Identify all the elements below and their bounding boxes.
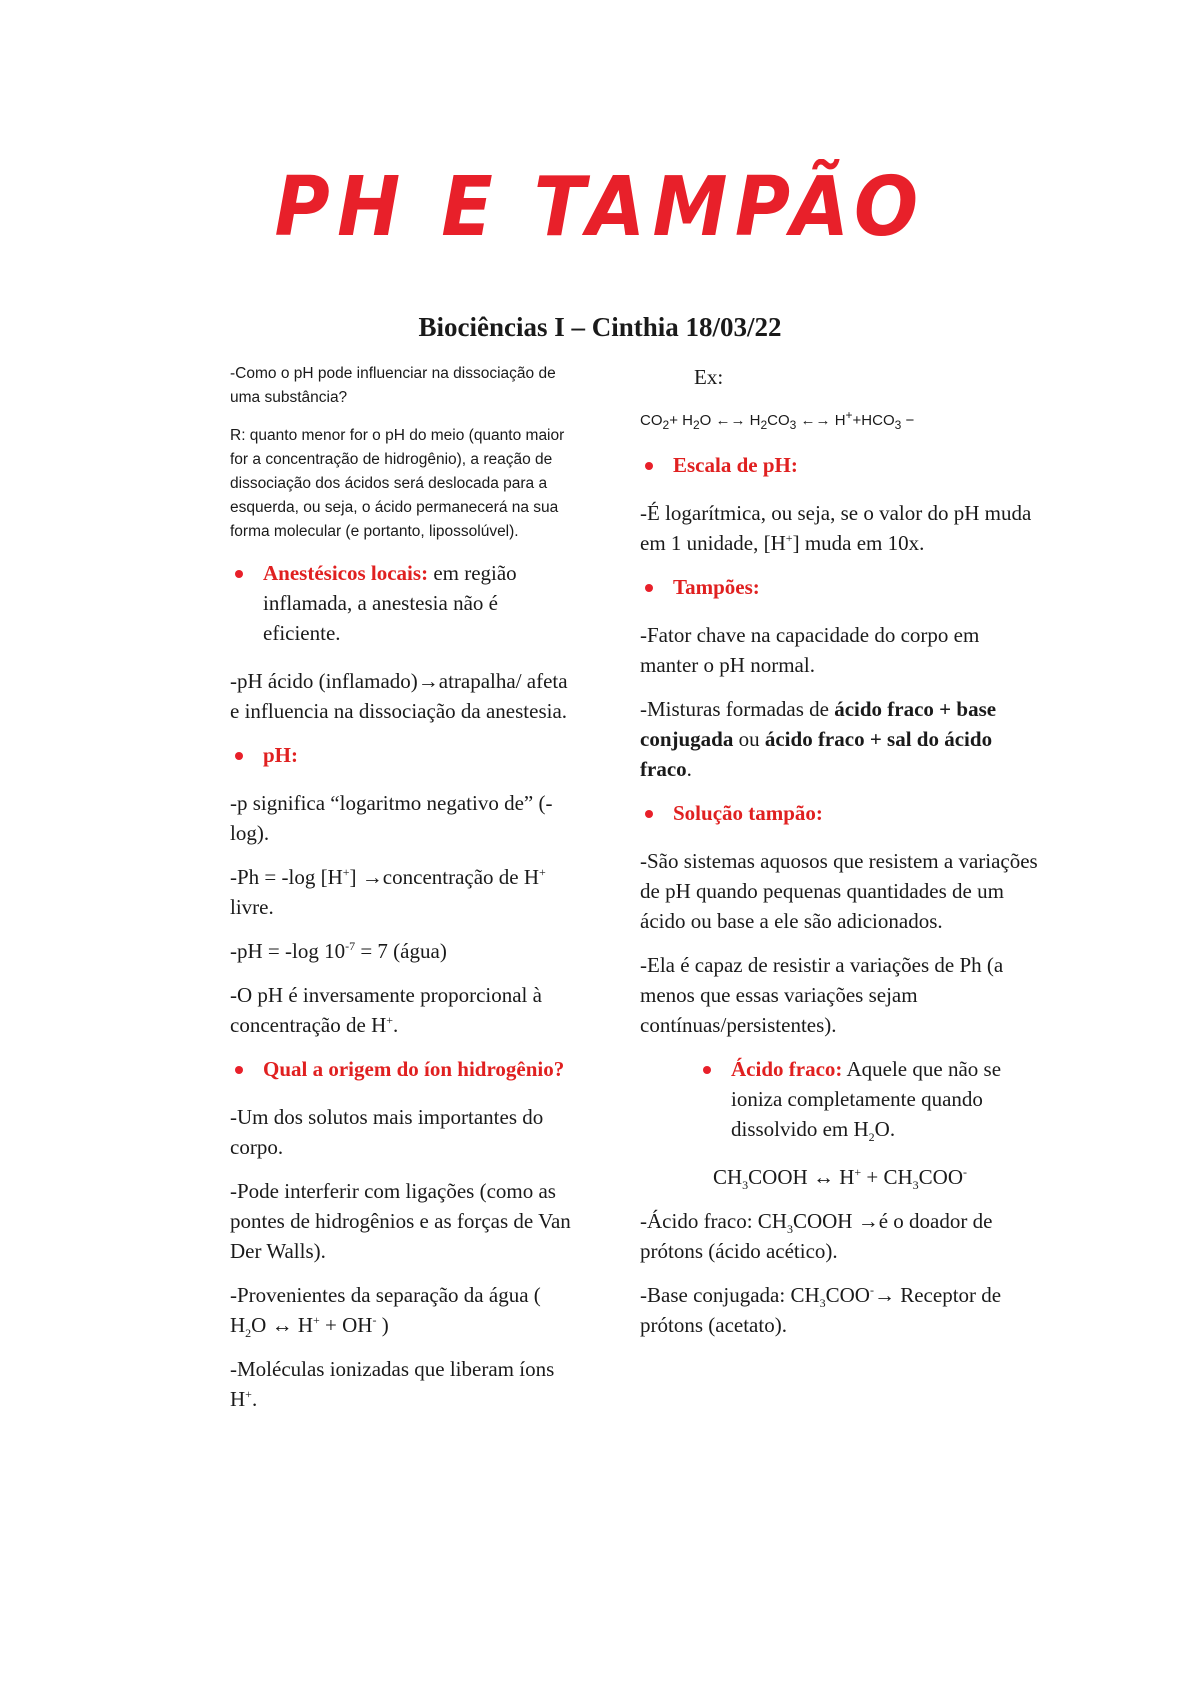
example-label: Ex: (694, 365, 724, 389)
text-fragment: ] (349, 865, 362, 889)
buffer-solution-text: -São sistemas aquosos que resistem a variações de pH quando pequenas quantidades de um ácido ou base a ele são adicionados. (640, 849, 1038, 933)
text-fragment: -Ácido fraco: CH (640, 1209, 787, 1233)
text-fragment: . (393, 1013, 399, 1037)
text-fragment: -O pH é inversamente proporcional à concentração de H (230, 983, 542, 1037)
text-fragment: ] muda em 10x. (792, 531, 925, 555)
superscript: - (869, 1283, 874, 1297)
superscript: - (372, 1313, 377, 1327)
text-fragment: -Moléculas ionizadas que liberam íons H (230, 1357, 555, 1411)
acetic-equation (640, 1162, 1040, 1192)
p-meaning-text: -p significa “logaritmo negativo de” (-log). (230, 791, 553, 845)
superscript: - (963, 1165, 967, 1179)
buffers-heading: Tampões: (673, 575, 760, 599)
superscript: + (386, 1013, 394, 1027)
text-fragment: -pH ácido (inflamado) (230, 669, 418, 693)
bullet-ph (230, 740, 575, 770)
subscript: 2 (692, 418, 700, 432)
superscript: + (845, 408, 853, 422)
text-fragment: CH (712, 1165, 743, 1189)
text-fragment: -Provenientes da separação da água ( H (230, 1283, 541, 1337)
text-fragment: -Ph = -log [H (230, 865, 343, 889)
text-fragment: + H (669, 412, 693, 429)
ph-heading: pH: (263, 743, 299, 767)
text-fragment: O (251, 1313, 272, 1337)
superscript: + (342, 865, 350, 879)
text-fragment: O. (874, 1117, 896, 1141)
anesthetics-text: em região inflamada, a anestesia não é eficiente. (263, 561, 517, 645)
left-column (230, 362, 575, 1428)
inverse-text (230, 980, 575, 1040)
answer-text: R: quanto menor for o pH do meio (quanto maior for a concentração de hidrogênio), a reação de dissociação dos ácidos será deslocada para a esquerda, ou seja, o ácido permanecerá na sua forma molecular (e portanto, lipossolúvel). (230, 427, 565, 540)
bullet-icon (703, 1066, 711, 1074)
scale-heading: Escala de pH: (673, 453, 798, 477)
text-fragment: ou (733, 727, 765, 751)
anesthetics-heading: Anestésicos locais: (263, 561, 429, 585)
origin-heading: Qual a origem do íon hidrogênio? (263, 1057, 565, 1081)
subscript: 2 (868, 1130, 875, 1145)
double-arrow-icon: ←→ (715, 412, 746, 429)
resist-text: -Ela é capaz de resistir a variações de Ph (a menos que essas variações sejam contínuas/persistentes). (640, 953, 1004, 1037)
text-fragment: COOH (792, 1209, 858, 1233)
conjugate-base-text (640, 1280, 1040, 1340)
subscript: 2 (245, 1326, 252, 1341)
carbonic-equation (640, 406, 1040, 436)
bullet-buffers (640, 572, 1040, 602)
scale-text (640, 498, 1040, 558)
superscript: -7 (345, 939, 356, 953)
text-fragment: concentração de H (382, 865, 540, 889)
text-fragment: ) (376, 1313, 389, 1337)
page-title: PH E TAMPÃO (274, 160, 926, 255)
bullet-icon (645, 584, 653, 592)
bullet-anesthetics (230, 558, 575, 648)
bullet-icon (235, 1066, 243, 1074)
text-fragment: é o doador de prótons (ácido acético). (640, 1209, 993, 1263)
text-fragment: = 7 (água) (355, 939, 447, 963)
subscript: 3 (894, 418, 902, 432)
superscript: + (313, 1313, 320, 1327)
arrow-icon: → (417, 669, 439, 693)
text-fragment: Receptor de prótons (acetato). (640, 1283, 1002, 1337)
text-fragment: + CH (861, 1165, 913, 1189)
subscript: 2 (662, 418, 670, 432)
text-fragment: -pH = -log 10 (230, 939, 346, 963)
text-fragment: ácido fraco + sal do ácido fraco (640, 727, 993, 781)
bullet-buffer-solution (640, 798, 1040, 828)
ph-water-formula (230, 936, 575, 966)
double-arrow-icon: ↔ (812, 1165, 834, 1189)
text-fragment: atrapalha/ afeta e influencia na dissociação da anestesia. (230, 669, 568, 723)
question-text: -Como o pH pode influenciar na dissociação de uma substância? (230, 365, 556, 406)
text-fragment: Aquele que não se ioniza completamente quando dissolvido em H (731, 1057, 1002, 1141)
text-fragment: +HCO (852, 412, 895, 429)
ph-formula (230, 862, 575, 922)
text-fragment: + OH (319, 1313, 373, 1337)
bullet-icon (645, 810, 653, 818)
subscript: 3 (742, 1178, 749, 1193)
arrow-icon: → (857, 1209, 879, 1233)
subscript: 3 (789, 418, 797, 432)
bullet-icon (235, 570, 243, 578)
buffer-solution-heading: Solução tampão: (673, 801, 823, 825)
text-fragment: -Base conjugada: CH (640, 1283, 820, 1307)
bullet-scale (640, 450, 1040, 480)
text-fragment: livre. (230, 895, 274, 919)
text-fragment: CO (767, 412, 790, 429)
bullet-origin (230, 1054, 575, 1084)
bullet-icon (645, 462, 653, 470)
arrow-icon: → (361, 865, 383, 889)
weak-acid-heading: Ácido fraco: (731, 1057, 843, 1081)
text-fragment: H (292, 1313, 314, 1337)
bullet-icon (235, 752, 243, 760)
text-fragment: − (901, 412, 915, 429)
text-fragment: . (686, 757, 692, 781)
subscript: 3 (912, 1178, 919, 1193)
text-fragment: COO (918, 1165, 963, 1189)
mixtures-text (640, 694, 1040, 784)
superscript: + (854, 1165, 862, 1179)
text-fragment: H (833, 1165, 855, 1189)
text-fragment: H (745, 412, 761, 429)
separation-text (230, 1280, 575, 1340)
double-arrow-icon: ↔ (271, 1313, 293, 1337)
weak-acid-text (640, 1206, 1040, 1266)
bonds-text: -Pode interferir com ligações (como as pontes de hidrogênios e as forças de Van Der Walls). (230, 1179, 571, 1263)
superscript: + (539, 865, 546, 879)
superscript: + (245, 1387, 252, 1401)
text-fragment: COOH (748, 1165, 813, 1189)
key-factor-text: -Fator chave na capacidade do corpo em manter o pH normal. (640, 623, 980, 677)
right-column (640, 362, 1040, 1354)
text-fragment: COO (825, 1283, 870, 1307)
bullet-weak-acid (698, 1054, 1040, 1144)
text-fragment: O (699, 412, 716, 429)
text-fragment: . (251, 1387, 258, 1411)
text-fragment: -Misturas formadas de (640, 697, 835, 721)
subscript: 3 (819, 1296, 826, 1311)
text-fragment: CO (640, 412, 663, 429)
acidic-ph-text (230, 666, 575, 726)
double-arrow-icon: ←→ (800, 412, 831, 429)
text-fragment: H (830, 412, 846, 429)
subscript: 2 (760, 418, 768, 432)
text-fragment: -É logarítmica, ou seja, se o valor do pH muda em 1 unidade, [H (640, 501, 1032, 555)
superscript: + (785, 531, 793, 545)
subscript: 3 (786, 1222, 793, 1237)
page-subtitle: Biociências I – Cinthia 18/03/22 (418, 312, 782, 342)
text-fragment: ácido fraco + base conjugada (640, 697, 997, 751)
ionized-text (230, 1354, 575, 1414)
arrow-icon: → (873, 1283, 895, 1307)
solutes-text: -Um dos solutos mais importantes do corpo. (230, 1105, 544, 1159)
